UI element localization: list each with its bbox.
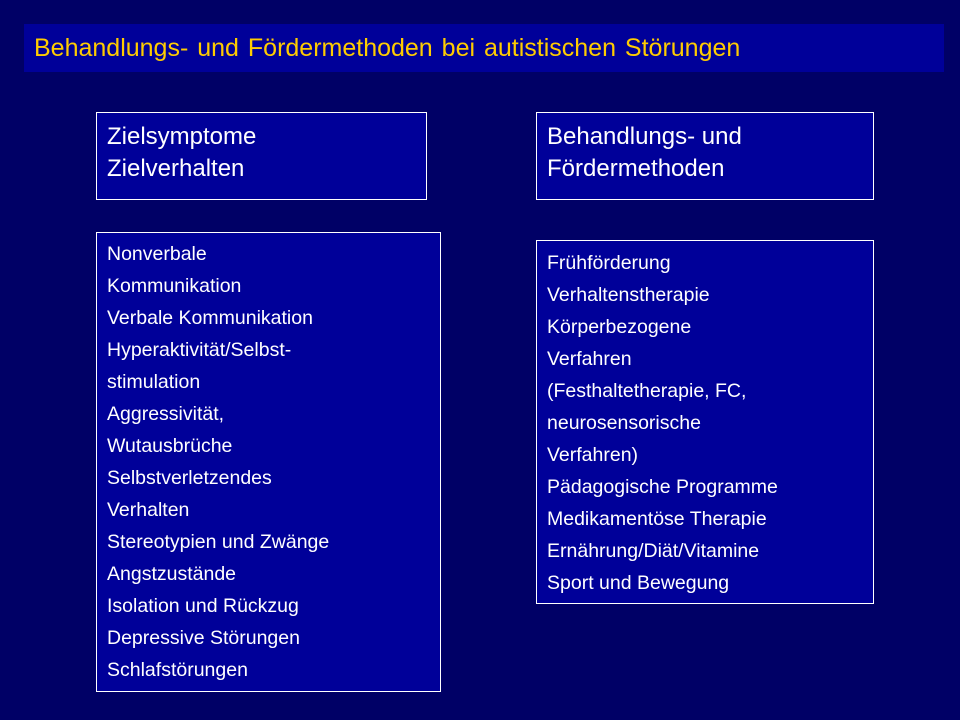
list-item: Pädagogische Programme — [547, 476, 778, 498]
list-item: Aggressivität, — [107, 403, 225, 425]
list-item: neurosensorische — [547, 412, 701, 434]
list-item: Wutausbrüche — [107, 435, 233, 457]
methods-list — [536, 240, 874, 604]
list-item: Schlafstörungen — [107, 659, 248, 681]
header-line: Behandlungs- und — [547, 123, 742, 150]
header-line: Zielverhalten — [107, 155, 245, 182]
list-item: Verfahren — [547, 348, 632, 370]
title-bar — [24, 24, 944, 72]
list-item: Verhaltenstherapie — [547, 284, 710, 306]
list-item: Körperbezogene — [547, 316, 692, 338]
list-item: Nonverbale — [107, 243, 207, 265]
list-item: Selbstverletzendes — [107, 467, 272, 489]
list-item: Sport und Bewegung — [547, 572, 730, 594]
list-item: Ernährung/Diät/Vitamine — [547, 540, 760, 562]
list-item: Hyperaktivität/Selbst- — [107, 339, 292, 361]
list-item: Medikamentöse Therapie — [547, 508, 767, 530]
list-item: Stereotypien und Zwänge — [107, 531, 330, 553]
list-item: (Festhaltetherapie, FC, — [547, 380, 747, 402]
list-item: Verbale Kommunikation — [107, 307, 313, 329]
header-line: Fördermethoden — [547, 155, 725, 182]
methods-header-box — [536, 112, 874, 200]
target-symptoms-list — [96, 232, 441, 692]
list-item: Verhalten — [107, 499, 190, 521]
list-item: Angstzustände — [107, 563, 237, 585]
list-item: Depressive Störungen — [107, 627, 300, 649]
target-symptoms-header-box — [96, 112, 427, 200]
list-item: Isolation und Rückzug — [107, 595, 299, 617]
list-item: Kommunikation — [107, 275, 242, 297]
list-item: Verfahren) — [547, 444, 639, 466]
header-line: Zielsymptome — [107, 123, 257, 150]
list-item: stimulation — [107, 371, 201, 393]
list-item: Frühförderung — [547, 252, 671, 274]
slide-title: Behandlungs- und Fördermethoden bei autistischen Störungen — [34, 33, 741, 62]
